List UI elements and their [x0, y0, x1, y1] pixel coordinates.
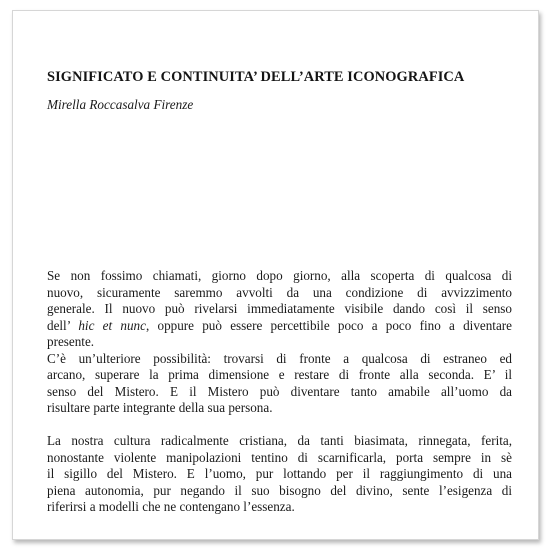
- paragraph-spacer: [47, 417, 512, 434]
- text-line: La nostra cultura radicalmente cristiana, da tanti biasimata, rinnegata, ferita,: [47, 433, 512, 448]
- text-line: presente.: [47, 334, 95, 349]
- text-line: nuovo, sicuramente saremmo avvolti da una condizione di avvizzimento: [47, 284, 512, 300]
- text-line: riferirsi a modelli che ne contengano l’essenza.: [47, 499, 295, 514]
- paragraph-1: [47, 268, 512, 351]
- document-page: [12, 10, 539, 540]
- text-line: senso del Mistero. E il Mistero può diventare tanto amabile all’uomo da: [47, 383, 512, 399]
- document-body: [47, 268, 512, 516]
- text-line: nonostante violente manipolazioni tentino di scarnificarla, porta sempre in sè: [47, 449, 512, 465]
- paragraph-2: [47, 351, 512, 417]
- text-fragment: , oppure può essere percettibile poco a poco fino a diventare: [145, 317, 512, 333]
- text-line: il sigillo del Mistero. E l’uomo, pur lottando per il raggiungimento di una: [47, 466, 512, 481]
- text-line: C’è un’ulteriore possibilità: trovarsi di fronte a qualcosa di estraneo ed: [47, 350, 512, 366]
- text-line: arcano, superare la prima dimensione e restare di fronte alla seconda. E’ il: [47, 367, 512, 382]
- latin-phrase: hic et nunc: [78, 317, 146, 333]
- text-line: piena autonomia, pur negando il suo bisogno del divino, sente l’esigenza di: [47, 482, 512, 498]
- paragraph-3: [47, 433, 512, 516]
- author-name: Mirella Roccasalva Firenze: [47, 97, 194, 112]
- text-fragment: dell’: [47, 317, 79, 333]
- text-line: Se non fossimo chiamati, giorno dopo giorno, alla scoperta di qualcosa di: [47, 268, 512, 283]
- document-title: SIGNIFICATO E CONTINUITA’ DELL’ARTE ICONOGRAFICA: [47, 69, 465, 85]
- text-line: [47, 318, 512, 335]
- text-line: generale. Il nuovo può rivelarsi immediatamente visibile dando così il senso: [47, 301, 512, 316]
- text-line: risultare parte integrante della sua persona.: [47, 400, 273, 415]
